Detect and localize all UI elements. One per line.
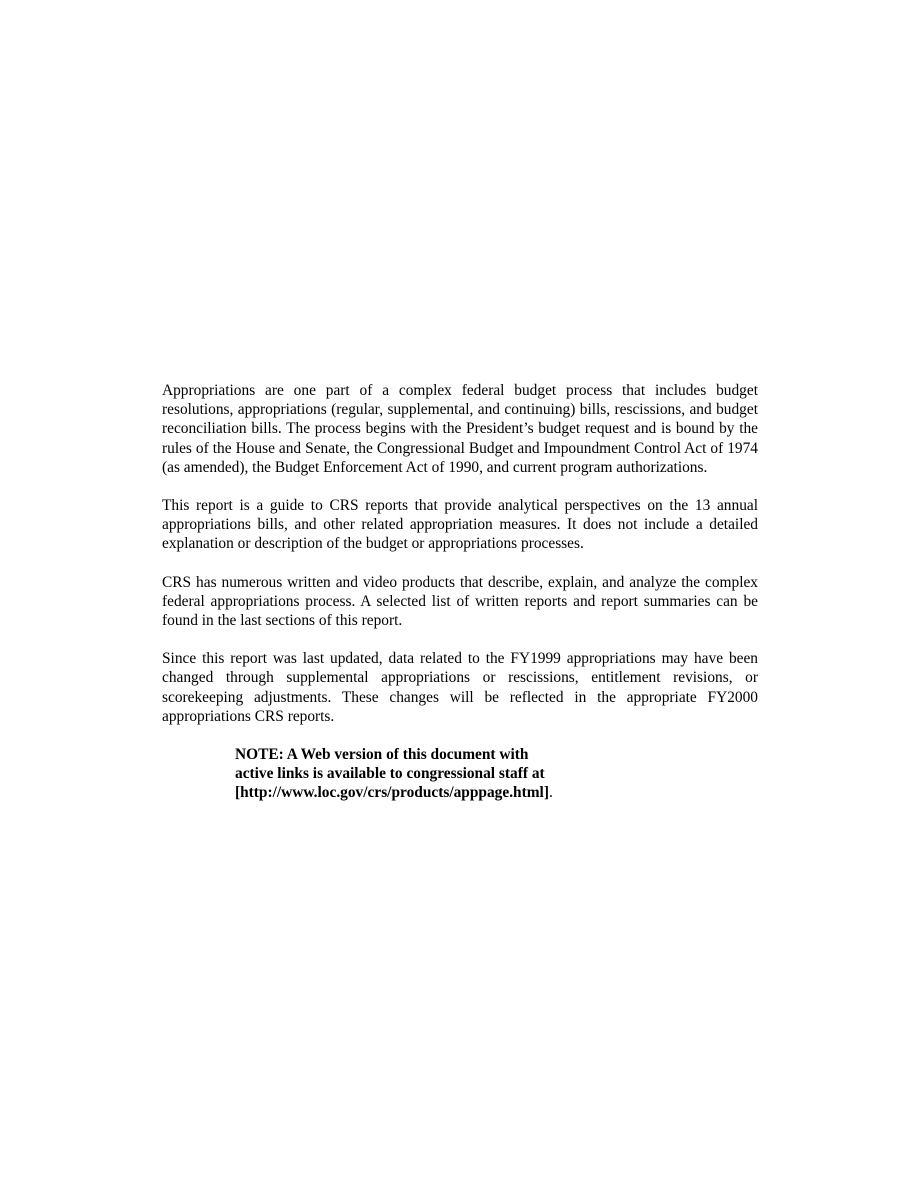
report-body	[162, 381, 758, 803]
note-period: .	[548, 784, 553, 802]
note-url-link[interactable]: [http://www.loc.gov/crs/products/apppage.html]	[235, 784, 549, 802]
paragraph-crs-products: CRS has numerous written and video products that describe, explain, and analyze the complex federal appropriations process. A selected list of written reports and report summaries can be found in the last sections of this report.	[162, 573, 758, 630]
note-line-3	[235, 783, 595, 802]
note-line-1: NOTE: A Web version of this document with	[235, 746, 529, 764]
paragraph-report-guide: This report is a guide to CRS reports that provide analytical perspectives on the 13 annual appropriations bills, and other related appropriation measures. It does not include a detailed explanation or description of the budget or appropriations processes.	[162, 497, 758, 553]
paragraph-data-updates: Since this report was last updated, data related to the FY1999 appropriations may have been changed through supplemental appropriations or rescissions, entitlement revisions, or scorekeeping adjustments. These changes will be reflected in the appropriate FY2000 appropriations CRS reports.	[162, 650, 758, 725]
web-version-note	[235, 745, 595, 803]
paragraph-budget-process: Appropriations are one part of a complex federal budget process that includes budget resolutions, appropriations (regular, supplemental, and continuing) bills, rescissions, and budget reconciliation bills. The process begins with the President’s budget request and is bound by the rules of the House and Senate, the Congressional Budget and Impoundment Control Act of 1974 (as amended), the Budget Enforcement Act of 1990, and current program authorizations.	[162, 382, 758, 476]
note-line-2: active links is available to congressional staff at	[235, 765, 545, 783]
